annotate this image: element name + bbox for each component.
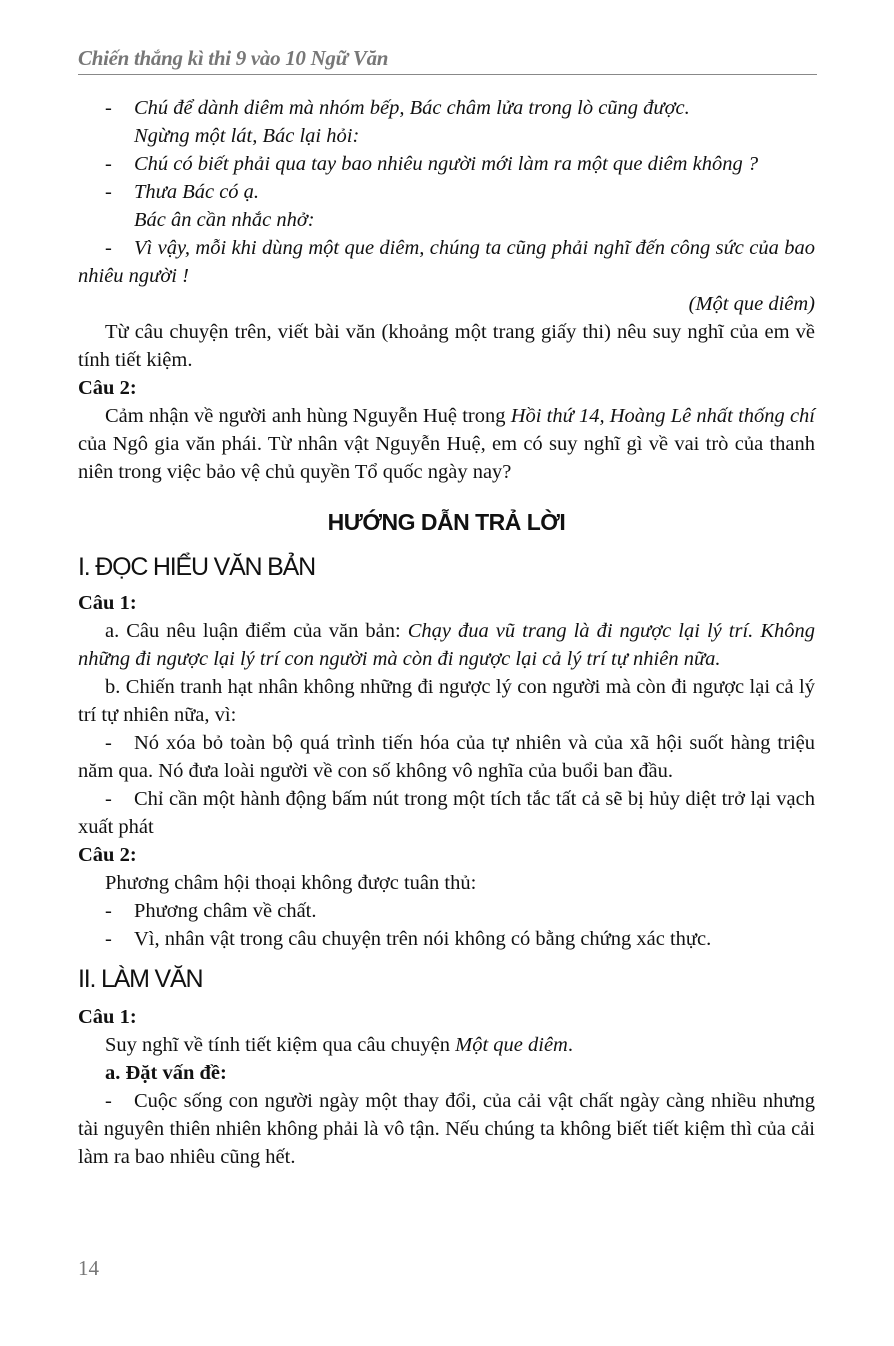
page-content [78, 94, 815, 1171]
answer-b: b. Chiến tranh hạt nhân không những đi ngược lý con người mà còn đi ngược lại cả lý trí tự nhiên nữa, vì: [78, 676, 815, 726]
text: Chỉ cần một hành động bấm nút trong một tích tắc tất cả sẽ bị hủy diệt trở lại vạch xuất phát [78, 788, 815, 838]
text: Suy nghĩ về tính tiết kiệm qua câu chuyện [105, 1034, 456, 1056]
dash: - [105, 788, 112, 810]
work-title: Một que diêm [455, 1034, 568, 1056]
dash: - [105, 237, 112, 259]
text: Vì vậy, mỗi khi dùng một que diêm, chúng ta cũng phải nghĩ đến công sức của bao nhiêu người ! [78, 237, 815, 287]
story-line [78, 234, 815, 290]
question-label: Câu 2: [78, 844, 137, 866]
dash: - [105, 181, 112, 203]
dash: - [105, 153, 112, 175]
task-1: Từ câu chuyện trên, viết bài văn (khoảng một trang giấy thi) nêu suy nghĩ của em về tính tiết kiệm. [78, 321, 815, 371]
answer-a [78, 617, 815, 673]
running-header: Chiến thắng kì thi 9 vào 10 Ngữ Văn [78, 46, 389, 70]
section-title: II. LÀM VĂN [78, 965, 203, 993]
text: Vì, nhân vật trong câu chuyện trên nói không có bằng chứng xác thực. [134, 928, 712, 950]
subheading: a. Đặt vấn đề: [105, 1062, 227, 1084]
bullet [78, 925, 815, 953]
text: Chú để dành diêm mà nhóm bếp, Bác châm lửa trong lò cũng được. [134, 97, 690, 119]
quote: Chạy đua vũ trang là đi ngược lại lý trí. Không những đi ngược lại lý trí con người mà còn đi ngược lại cả lý trí tự nhiên nữa. [78, 620, 815, 670]
dash: - [105, 900, 112, 922]
text: của Ngô gia văn phái. Từ nhân vật Nguyễn Huệ, em có suy nghĩ gì về vai trò của thanh niên trong việc bảo vệ chủ quyền Tổ quốc ngày nay? [78, 433, 815, 483]
text: Phương châm về chất. [134, 900, 317, 922]
answer-intro [78, 1031, 815, 1059]
bullet [78, 729, 815, 785]
story-line: Bác ân cần nhắc nhở: [134, 209, 315, 231]
bullet [78, 897, 815, 925]
text: Cuộc sống con người ngày một thay đổi, của cải vật chất ngày càng nhiều nhưng tài nguyên thiên nhiên không phải là vô tận. Nếu chúng ta không biết tiết kiệm thì của cải làm ra bao nhiêu cũng hết. [78, 1090, 815, 1168]
story-source: (Một que diêm) [688, 293, 815, 315]
dash: - [105, 1090, 112, 1112]
dash: - [105, 732, 112, 754]
text: a. Câu nêu luận điểm của văn bản: [105, 620, 408, 642]
bullet [78, 785, 815, 841]
page-number: 14 [78, 1256, 99, 1280]
header-rule [78, 74, 817, 75]
story-line [78, 94, 815, 122]
question-label: Câu 1: [78, 1006, 137, 1028]
dash: - [105, 97, 112, 119]
text: Cảm nhận về người anh hùng Nguyễn Huệ trong [105, 405, 511, 427]
dash: - [105, 928, 112, 950]
text: . [567, 1034, 573, 1056]
task-2 [78, 402, 815, 486]
question-label: Câu 1: [78, 592, 137, 614]
bullet [78, 1087, 815, 1171]
answer-intro: Phương châm hội thoại không được tuân thủ: [105, 872, 477, 894]
work-title: Hồi thứ 14, Hoàng Lê nhất thống chí [510, 405, 815, 427]
text: Nó xóa bỏ toàn bộ quá trình tiến hóa của tự nhiên và của xã hội suốt hàng triệu năm qua. Nó đưa loài người về con số không vô nghĩa của buổi ban đầu. [78, 732, 815, 782]
answer-heading: HƯỚNG DẪN TRẢ LỜI [327, 509, 566, 535]
story-line [78, 150, 815, 178]
section-title: I. ĐỌC HIỂU VĂN BẢN [78, 553, 315, 581]
text: Thưa Bác có ạ. [134, 181, 260, 203]
text: Chú có biết phải qua tay bao nhiêu người mới làm ra một que diêm không ? [134, 153, 759, 175]
question-label: Câu 2: [78, 377, 137, 399]
story-line: Ngừng một lát, Bác lại hỏi: [134, 125, 360, 147]
story-line [78, 178, 815, 206]
